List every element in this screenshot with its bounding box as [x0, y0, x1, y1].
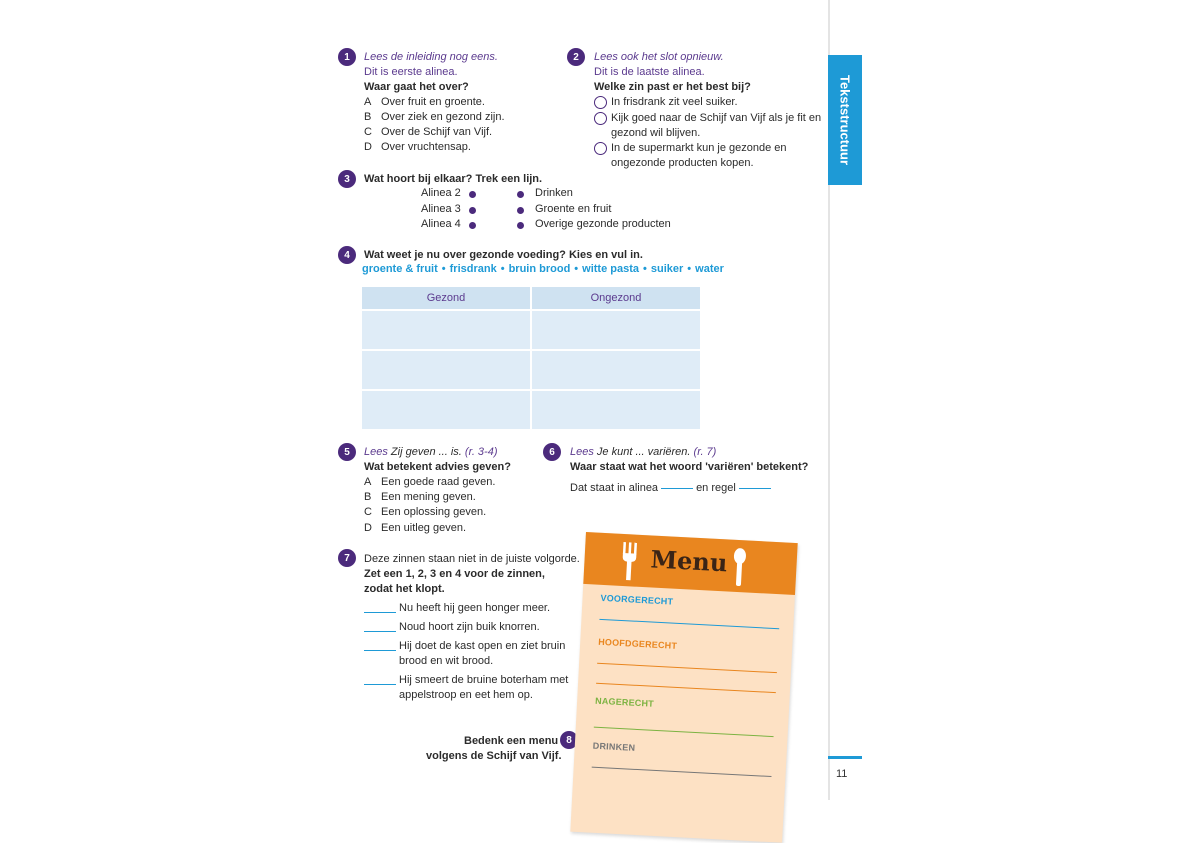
q2-radio-2[interactable]	[594, 112, 607, 125]
word-2: frisdrank	[449, 263, 497, 275]
q6-answer: Dat staat in alinea en regel	[570, 481, 774, 496]
q2-option-3-line-1: In de supermarkt kun je gezonde en	[611, 142, 787, 154]
question-8-number: 8	[560, 731, 578, 749]
q7-instruction-2: zodat het klopt.	[364, 583, 445, 595]
q1-instruction: Lees de inleiding nog eens.	[364, 51, 498, 63]
q2-instruction: Lees ook het slot opnieuw.	[594, 51, 724, 63]
q7-blank-3[interactable]	[364, 650, 396, 651]
menu-section-drinken: DRINKEN	[592, 740, 636, 753]
menu-card	[570, 532, 797, 843]
q3-question: Wat hoort bij elkaar? Trek een lijn.	[364, 173, 543, 185]
menu-line[interactable]	[594, 727, 774, 737]
q5-option-d[interactable]: D Een uitleg geven.	[364, 522, 467, 534]
word-4: witte pasta	[582, 263, 640, 275]
spoon-icon	[729, 548, 749, 587]
q3-right-dot-3[interactable]	[517, 222, 524, 229]
question-2-number: 2	[567, 48, 585, 66]
q2-option-1: In frisdrank zit veel suiker.	[611, 96, 738, 108]
question-1-number: 1	[338, 48, 356, 66]
q7-sentence-3-line-2: brood en wit brood.	[399, 655, 494, 667]
q2-radio-3[interactable]	[594, 142, 607, 155]
q6-question: Waar staat wat het woord 'variëren' betekent?	[570, 461, 809, 473]
page-number-rule	[828, 756, 862, 759]
q2-option-2-line-2: gezond wil blijven.	[611, 127, 701, 139]
q6-blank-alinea[interactable]	[661, 488, 693, 489]
q5-option-b[interactable]: B Een mening geven.	[364, 491, 476, 503]
page-number: 11	[836, 768, 848, 780]
q7-blank-4[interactable]	[364, 684, 396, 685]
q6-blank-regel[interactable]	[739, 488, 771, 489]
q3-left-dot-3[interactable]	[469, 222, 476, 229]
column-header-ongezond: Ongezond	[532, 287, 700, 309]
question-7-number: 7	[338, 549, 356, 567]
q7-sentence-4-line-1: Hij smeert de bruine boterham met	[399, 674, 569, 686]
question-3-number: 3	[338, 170, 356, 188]
word-separator: •	[441, 263, 446, 275]
question-5-number: 5	[338, 443, 356, 461]
side-tab-label: Tekststructuur	[837, 74, 853, 166]
q8-line-2: volgens de Schijf van Vijf.	[426, 750, 562, 762]
menu-section-hoofdgerecht: HOOFDGERECHT	[598, 636, 678, 651]
q5-instruction: Lees Zij geven ... is. (r. 3-4)	[364, 446, 498, 458]
q7-blank-1[interactable]	[364, 612, 396, 613]
menu-line[interactable]	[599, 619, 779, 629]
word-6: water	[695, 263, 724, 275]
q3-left-3: Alinea 4	[421, 218, 461, 230]
q3-right-3: Overige gezonde producten	[535, 218, 671, 230]
table-cell[interactable]	[362, 351, 530, 389]
table-cell[interactable]	[362, 391, 530, 429]
menu-line[interactable]	[596, 683, 776, 693]
q1-option-d[interactable]: D Over vruchtensap.	[364, 141, 471, 153]
word-1: groente & fruit	[362, 263, 438, 275]
q7-sentence-1: Nu heeft hij geen honger meer.	[399, 602, 551, 614]
table-cell[interactable]	[532, 351, 700, 389]
menu-section-voorgerecht: VOORGERECHT	[600, 592, 674, 607]
menu-section-nagerecht: NAGERECHT	[594, 695, 655, 709]
q1-option-a[interactable]: A Over fruit en groente.	[364, 96, 485, 108]
q1-option-c[interactable]: C Over de Schijf van Vijf.	[364, 126, 493, 138]
q3-right-1: Drinken	[535, 187, 573, 199]
q4-word-bank	[362, 263, 724, 275]
q5-option-c[interactable]: C Een oplossing geven.	[364, 506, 487, 518]
q7-sentence-3-line-1: Hij doet de kast open en ziet bruin	[399, 640, 566, 652]
q6-instruction: Lees Je kunt ... variëren. (r. 7)	[570, 446, 717, 458]
q3-left-2: Alinea 3	[421, 203, 461, 215]
q5-option-a[interactable]: A Een goede raad geven.	[364, 476, 496, 488]
side-tab	[828, 55, 862, 185]
q2-context: Dit is de laatste alinea.	[594, 66, 705, 78]
word-5: suiker	[650, 263, 684, 275]
question-4-number: 4	[338, 246, 356, 264]
q7-instruction-1: Zet een 1, 2, 3 en 4 voor de zinnen,	[364, 568, 545, 580]
column-header-gezond: Gezond	[362, 287, 530, 309]
word-3: bruin brood	[508, 263, 571, 275]
q5-question: Wat betekent advies geven?	[364, 461, 511, 473]
word-separator: •	[500, 263, 505, 275]
table-cell[interactable]	[532, 311, 700, 349]
q3-right-2: Groente en fruit	[535, 203, 612, 215]
q1-option-b[interactable]: B Over ziek en gezond zijn.	[364, 111, 505, 123]
q2-option-3-line-2: ongezonde producten kopen.	[611, 157, 754, 169]
menu-line[interactable]	[592, 767, 772, 777]
q2-question: Welke zin past er het best bij?	[594, 81, 751, 93]
question-6-number: 6	[543, 443, 561, 461]
q1-question: Waar gaat het over?	[364, 81, 469, 93]
menu-header	[583, 532, 797, 595]
menu-title: Menu	[649, 544, 729, 578]
fork-icon	[620, 542, 640, 581]
q4-table	[362, 287, 700, 429]
q2-option-2-line-1: Kijk goed naar de Schijf van Vijf als je fit en	[611, 112, 822, 124]
menu-line[interactable]	[597, 663, 777, 673]
word-separator: •	[687, 263, 692, 275]
word-separator: •	[574, 263, 579, 275]
q3-left-1: Alinea 2	[421, 187, 461, 199]
q2-radio-1[interactable]	[594, 96, 607, 109]
table-cell[interactable]	[362, 311, 530, 349]
q7-intro: Deze zinnen staan niet in de juiste volgorde.	[364, 553, 580, 565]
q7-sentence-2: Noud hoort zijn buik knorren.	[399, 621, 540, 633]
q8-line-1: Bedenk een menu	[464, 735, 559, 747]
table-cell[interactable]	[532, 391, 700, 429]
word-separator: •	[643, 263, 647, 275]
q7-blank-2[interactable]	[364, 631, 396, 632]
q3-left-dot-1[interactable]	[469, 191, 476, 198]
q7-sentence-4-line-2: appelstroop en eet hem op.	[399, 689, 533, 701]
q4-question: Wat weet je nu over gezonde voeding? Kies en vul in.	[364, 249, 643, 261]
q3-left-dot-2[interactable]	[469, 207, 476, 214]
q3-right-dot-1[interactable]	[517, 191, 524, 198]
q1-context: Dit is eerste alinea.	[364, 66, 458, 78]
q3-right-dot-2[interactable]	[517, 207, 524, 214]
